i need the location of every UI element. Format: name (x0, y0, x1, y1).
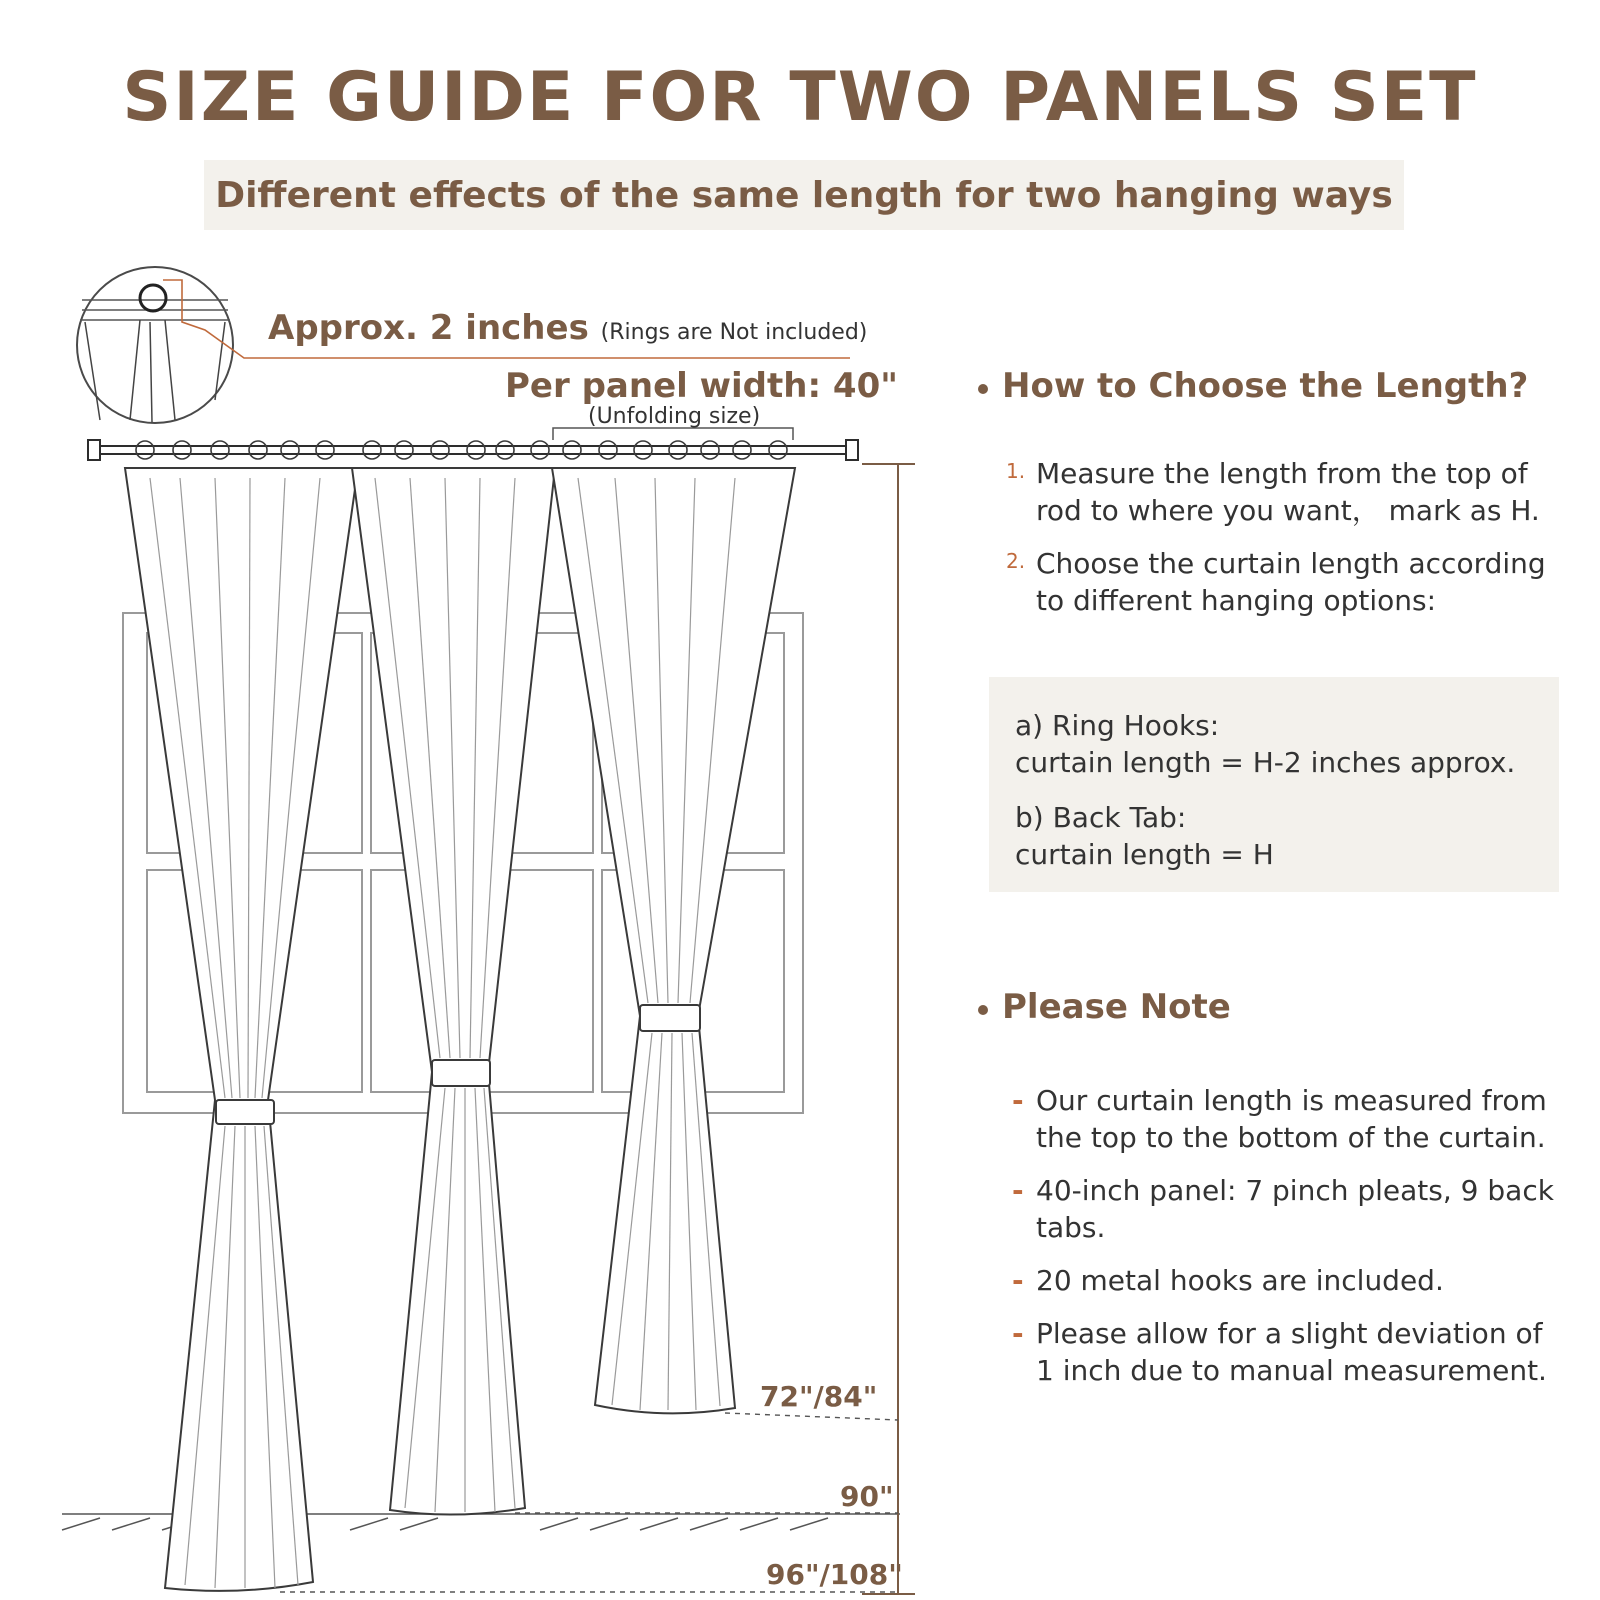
note-item (1006, 1315, 1566, 1389)
length-dimension-line (862, 464, 915, 1594)
note-dash: - (1012, 1084, 1024, 1117)
note-dash: - (1012, 1174, 1024, 1207)
note-dash: - (1012, 1317, 1024, 1350)
step-text: Choose the curtain length according to different hanging options: (1036, 547, 1546, 617)
curtain-rings (136, 441, 787, 459)
curtain-panel-short (552, 468, 795, 1413)
step-number: 1. (1006, 459, 1026, 483)
curtain-rod (88, 440, 858, 460)
option-ring-hooks (1015, 707, 1515, 781)
length-label-long: 96"/108" (766, 1558, 903, 1591)
how-to-heading: How to Choose the Length? (1002, 366, 1529, 406)
step-item (1006, 545, 1566, 619)
note-list (1006, 1082, 1566, 1405)
step-item (1006, 455, 1566, 529)
note-text: 20 metal hooks are included. (1036, 1264, 1444, 1297)
note-dash: - (1012, 1264, 1024, 1297)
note-text: Please allow for a slight deviation of 1 inch due to manual measurement. (1036, 1317, 1547, 1387)
ring-height-label: Approx. 2 inches (268, 308, 589, 348)
length-label-medium: 90" (840, 1480, 894, 1513)
option-title: b) Back Tab: (1015, 801, 1187, 834)
rings-not-included-label: (Rings are Not included) (600, 320, 868, 345)
hanging-options-box (989, 677, 1559, 892)
page-title: SIZE GUIDE FOR TWO PANELS SET (122, 58, 1478, 137)
heading-bullet (978, 1005, 988, 1015)
note-item (1006, 1082, 1566, 1156)
option-title: a) Ring Hooks: (1015, 709, 1220, 742)
panel-width-label: Per panel width: 40" (505, 366, 898, 406)
curtain-panel-long (125, 468, 358, 1591)
option-formula: curtain length = H (1015, 838, 1274, 871)
option-back-tab (1015, 799, 1274, 873)
note-text: 40-inch panel: 7 pinch pleats, 9 back tabs. (1036, 1174, 1554, 1244)
unfolding-size-label: (Unfolding size) (588, 404, 761, 429)
width-bracket (553, 428, 793, 440)
note-heading: Please Note (1002, 987, 1231, 1027)
length-label-short: 72"/84" (760, 1380, 878, 1413)
curtain-panel-medium (352, 468, 555, 1515)
note-item (1006, 1262, 1566, 1299)
heading-bullet (978, 384, 988, 394)
note-item (1006, 1172, 1566, 1246)
step-text: Measure the length from the top of rod to where you want， mark as H. (1036, 457, 1540, 527)
step-number: 2. (1006, 549, 1026, 573)
note-text: Our curtain length is measured from the top to the bottom of the curtain. (1036, 1084, 1547, 1154)
how-to-steps (1006, 455, 1566, 635)
ring-height-note (268, 308, 867, 348)
option-formula: curtain length = H-2 inches approx. (1015, 746, 1516, 779)
subtitle: Different effects of the same length for two hanging ways (215, 174, 1393, 216)
